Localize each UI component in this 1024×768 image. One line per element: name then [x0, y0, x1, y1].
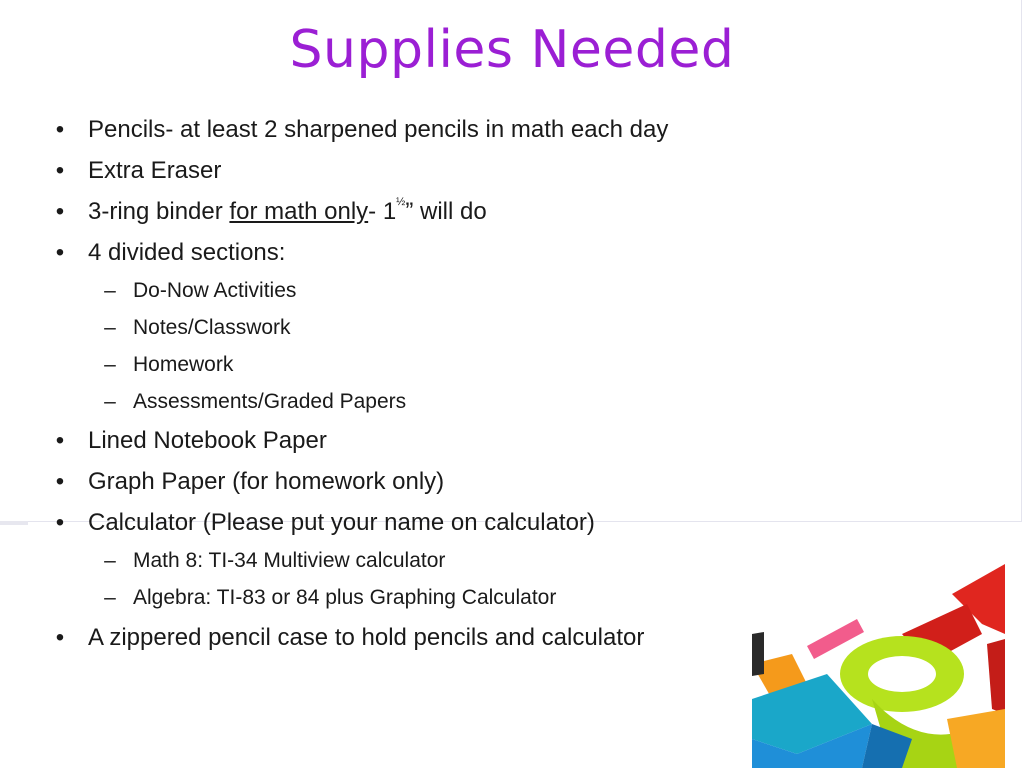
- list-item-text: Graph Paper (for homework only): [88, 468, 445, 495]
- sub-list-item-text: Notes/Classwork: [133, 316, 291, 339]
- sub-list-item-text: Algebra: TI-83 or 84 plus Graphing Calculator: [133, 586, 557, 609]
- bullet-marker: •: [55, 157, 65, 184]
- half-fraction: ½: [396, 196, 406, 208]
- math-symbols-graphic: [752, 524, 1005, 768]
- sub-list-item-text: Do-Now Activities: [133, 279, 297, 302]
- math-symbols-illustration: [752, 524, 1005, 768]
- red-number-shape: [987, 639, 1005, 714]
- bullet-marker: •: [55, 239, 65, 266]
- orange-number-shape: [947, 709, 1005, 768]
- bullet-marker: •: [55, 427, 65, 454]
- list-item-text: Lined Notebook Paper: [88, 427, 327, 454]
- sub-list-item-text: Assessments/Graded Papers: [133, 390, 407, 413]
- dash-marker: –: [104, 549, 116, 572]
- dash-marker: –: [104, 390, 116, 413]
- list-item-text: Extra Eraser: [88, 157, 222, 184]
- binder-size-text: - 1: [368, 198, 397, 225]
- dash-marker: –: [104, 279, 116, 302]
- lime-number-hole: [868, 656, 936, 692]
- bullet-marker: •: [55, 198, 65, 225]
- binder-text-start: 3-ring binder: [88, 198, 230, 225]
- slide-title: Supplies Needed: [289, 20, 735, 80]
- underlined-phrase: for math only: [229, 198, 369, 225]
- list-item-text: Calculator (Please put your name on calculator): [88, 509, 595, 536]
- dash-marker: –: [104, 316, 116, 339]
- list-item-text: Pencils- at least 2 sharpened pencils in math each day: [88, 116, 669, 143]
- list-item-text: 4 divided sections:: [88, 239, 286, 266]
- bullet-marker: •: [55, 468, 65, 495]
- bullet-marker: •: [55, 509, 65, 536]
- bullet-marker: •: [55, 624, 65, 651]
- binder-text-end: ” will do: [405, 198, 487, 225]
- list-item-text: [88, 198, 487, 226]
- dash-marker: –: [104, 586, 116, 609]
- dash-marker: –: [104, 353, 116, 376]
- bullet-marker: •: [55, 116, 65, 143]
- sub-list-item-text: Homework: [133, 353, 234, 376]
- list-item-text: A zippered pencil case to hold pencils and calculator: [88, 624, 645, 651]
- dark-accent-shape: [752, 632, 764, 676]
- sub-list-item-text: Math 8: TI-34 Multiview calculator: [133, 549, 446, 572]
